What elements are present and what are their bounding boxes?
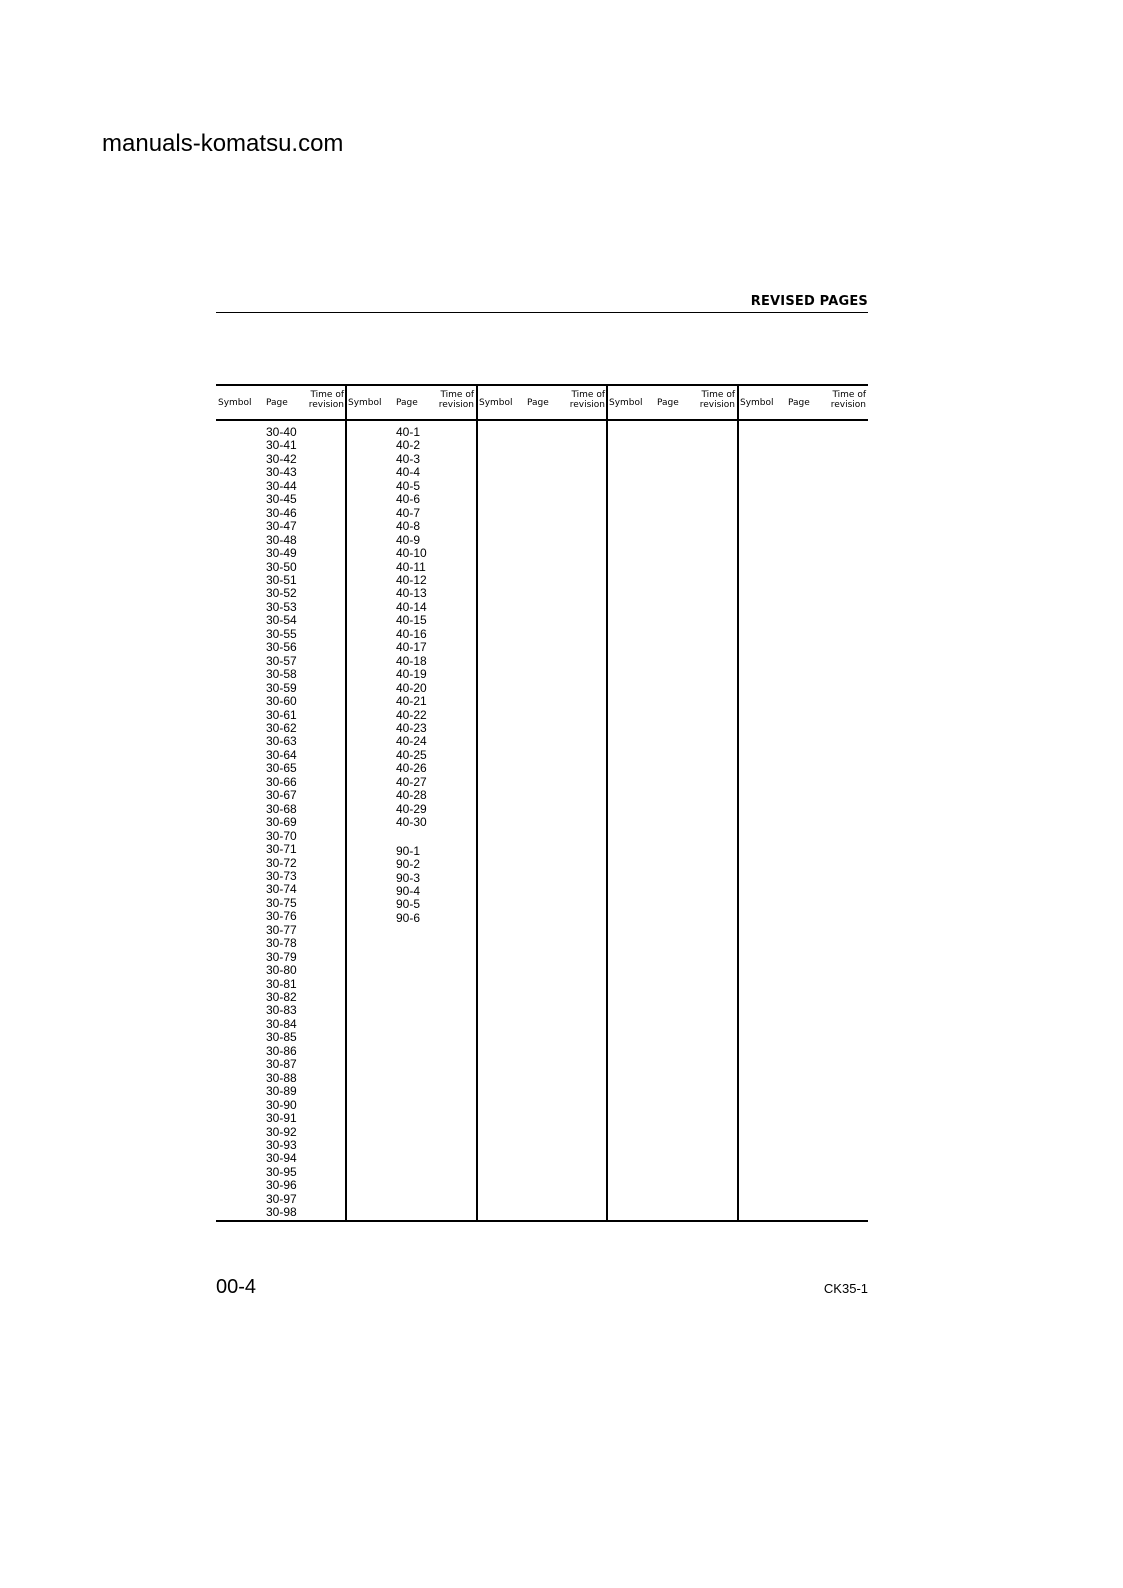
page-entry: 40-21 (396, 694, 427, 709)
page-entry: 30-64 (266, 747, 297, 762)
page-entry: 30-83 (266, 1003, 297, 1018)
page-entry: 30-72 (266, 855, 297, 870)
page-entry: 30-57 (266, 653, 297, 668)
page-entry: 40-26 (396, 761, 427, 776)
page-entry: 40-9 (396, 532, 421, 547)
header-time-line1: Time of (310, 390, 344, 400)
page-entry: 40-11 (396, 559, 426, 574)
column-divider (606, 386, 608, 1220)
page-entry: 90-4 (396, 883, 421, 898)
header-page: Page (396, 398, 418, 408)
page-entry: 40-14 (396, 599, 427, 614)
page-entry: 90-6 (396, 910, 421, 925)
page-entry: 30-41 (266, 438, 297, 453)
page-entry: 30-40 (266, 425, 297, 439)
page-entry: 40-25 (396, 747, 427, 762)
column-divider (345, 386, 347, 1220)
page-entry: 90-5 (396, 897, 421, 912)
page-entry: 40-17 (396, 640, 427, 655)
page-list (396, 426, 427, 925)
page-entry: 30-67 (266, 788, 297, 803)
page-entry: 30-87 (266, 1057, 297, 1072)
page-entry: 30-49 (266, 546, 297, 561)
page-entry: 30-46 (266, 505, 297, 520)
page-entry: 30-80 (266, 963, 297, 978)
page-entry: 40-22 (396, 707, 427, 722)
page-entry: 30-96 (266, 1178, 297, 1193)
page-entry: 30-70 (266, 828, 297, 843)
page-entry: 30-56 (266, 640, 297, 655)
header-time-line1: Time of (440, 390, 474, 400)
page-entry: 40-5 (396, 478, 421, 493)
page-entry: 40-19 (396, 667, 427, 682)
page-number: 00-4 (216, 1276, 257, 1298)
page-entry: 30-47 (266, 519, 297, 534)
page-entry: 40-2 (396, 438, 421, 453)
header-symbol: Symbol (479, 398, 513, 408)
page-entry: 40-23 (396, 720, 427, 735)
page-entry: 30-81 (266, 976, 297, 991)
page-entry: 30-88 (266, 1070, 297, 1085)
revised-pages-table (216, 384, 868, 1222)
header-time-line2: revision (830, 400, 866, 410)
header-time-line2: revision (569, 400, 605, 410)
page-entry: 40-18 (396, 653, 427, 668)
column-group-1 (216, 386, 346, 1220)
page-entry: 40-28 (396, 788, 427, 803)
page-entry: 40-27 (396, 774, 427, 789)
column-divider (737, 386, 739, 1220)
header-time-line2: revision (438, 400, 474, 410)
page-entry: 30-76 (266, 909, 297, 924)
page-entry: 40-10 (396, 546, 427, 561)
column-group-3 (477, 386, 607, 1220)
page-entry: 30-53 (266, 599, 297, 614)
page-entry: 40-16 (396, 626, 427, 641)
page-entry: 30-94 (266, 1151, 297, 1166)
header-symbol: Symbol (740, 398, 774, 408)
header-symbol: Symbol (348, 398, 382, 408)
column-group-2 (346, 386, 476, 1220)
page-entry: 30-66 (266, 774, 297, 789)
header-symbol: Symbol (609, 398, 643, 408)
title-rule (216, 312, 868, 313)
column-group-5 (738, 386, 868, 1220)
column-divider (476, 386, 478, 1220)
page-entry: 30-89 (266, 1084, 297, 1099)
header-page: Page (788, 398, 810, 408)
watermark-text: manuals-komatsu.com (102, 130, 344, 157)
page-entry: 30-42 (266, 451, 297, 466)
page-entry: 30-98 (266, 1205, 297, 1220)
page-entry: 40-8 (396, 519, 421, 534)
page-list (266, 426, 297, 1220)
page-entry: 40-6 (396, 492, 421, 507)
page-entry: 30-61 (266, 707, 297, 722)
header-time-line1: Time of (571, 390, 605, 400)
page-entry: 90-3 (396, 870, 421, 885)
page-entry: 30-59 (266, 680, 297, 695)
page-entry: 30-90 (266, 1097, 297, 1112)
page-entry: 90-2 (396, 857, 421, 872)
header-time-line1: Time of (832, 390, 866, 400)
page-entry: 30-51 (266, 572, 297, 587)
page-entry: 30-54 (266, 613, 297, 628)
page-entry: 30-60 (266, 694, 297, 709)
page-entry: 30-92 (266, 1124, 297, 1139)
page-entry: 30-95 (266, 1164, 297, 1179)
page-entry: 30-82 (266, 990, 297, 1005)
page-entry: 30-78 (266, 936, 297, 951)
page-entry: 30-48 (266, 532, 297, 547)
page-entry: 30-58 (266, 667, 297, 682)
header-page: Page (527, 398, 549, 408)
page-entry: 30-73 (266, 868, 297, 883)
page-entry: 40-30 (396, 815, 427, 830)
page-entry: 30-44 (266, 478, 297, 493)
page-entry: 40-20 (396, 680, 427, 695)
page-entry: 30-68 (266, 801, 297, 816)
page-entry: 30-52 (266, 586, 297, 601)
page-entry: 30-86 (266, 1043, 297, 1058)
page-entry: 30-62 (266, 720, 297, 735)
page-entry: 30-97 (266, 1191, 297, 1206)
page-entry: 40-24 (396, 734, 427, 749)
header-page: Page (266, 398, 288, 408)
column-group-4 (607, 386, 737, 1220)
page-entry: 90-1 (396, 843, 421, 858)
page-entry: 40-15 (396, 613, 427, 628)
page-entry: 30-75 (266, 895, 297, 910)
page-entry: 40-4 (396, 465, 421, 480)
header-time-line1: Time of (701, 390, 735, 400)
page-entry: 30-69 (266, 815, 297, 830)
page-entry: 30-65 (266, 761, 297, 776)
model-code: CK35-1 (823, 1281, 868, 1296)
page-entry: 40-3 (396, 451, 421, 466)
page-entry: 30-74 (266, 882, 297, 897)
page-entry: 40-7 (396, 505, 421, 520)
page-entry: 40-13 (396, 586, 427, 601)
page-entry: 30-55 (266, 626, 297, 641)
page-entry: 30-84 (266, 1016, 297, 1031)
page-entry: 30-71 (266, 842, 297, 857)
page-entry: 30-43 (266, 465, 297, 480)
page-entry: 40-29 (396, 801, 427, 816)
section-title: REVISED PAGES (750, 294, 868, 309)
page-entry: 30-91 (266, 1111, 297, 1126)
page-entry: 30-50 (266, 559, 297, 574)
page-entry: 30-85 (266, 1030, 297, 1045)
page-entry: 30-93 (266, 1138, 297, 1153)
page-entry: 40-1 (396, 425, 421, 439)
page-entry: 30-63 (266, 734, 297, 749)
header-time-line2: revision (308, 400, 344, 410)
list-gap (396, 830, 427, 845)
header-page: Page (657, 398, 679, 408)
header-time-line2: revision (699, 400, 735, 410)
header-symbol: Symbol (218, 398, 252, 408)
page-entry: 30-77 (266, 922, 297, 937)
page-entry: 40-12 (396, 572, 427, 587)
page-entry: 30-45 (266, 492, 297, 507)
page-entry: 30-79 (266, 949, 297, 964)
